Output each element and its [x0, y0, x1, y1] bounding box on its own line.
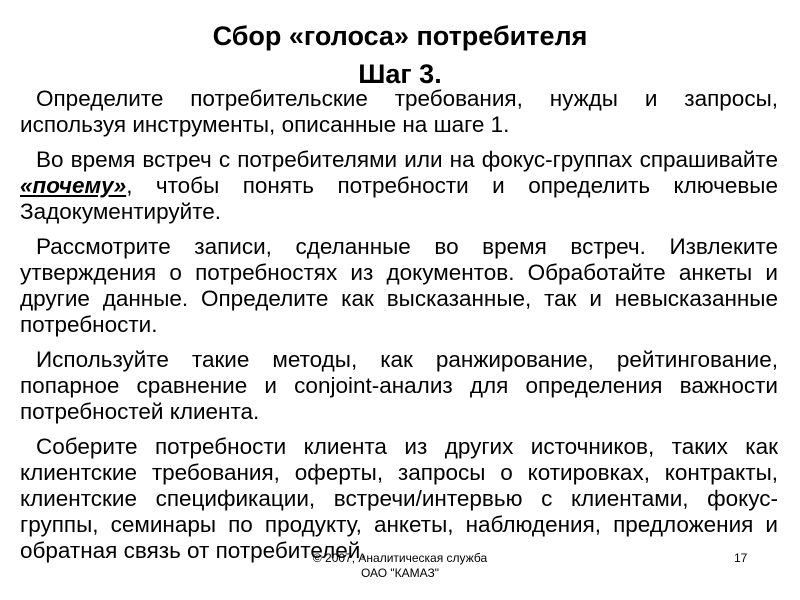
paragraph-ask-why [20, 147, 778, 225]
emphasis-why: «почему» [20, 173, 127, 198]
paragraph-use-methods: Используйте такие методы, как ранжирование, рейтингование, попарное сравнение и conjoint-анализ для определения важности потребностей клиента. [20, 347, 778, 424]
paragraph-ask-why-start: Во время встреч с потребителями или на фокус-группах спрашивайте [36, 147, 778, 172]
paragraph-define-requirements: Определите потребительские требования, нужды и запросы, используя инструменты, описанные на шаге 1. [20, 86, 778, 137]
page-number: 17 [734, 551, 748, 565]
paragraph-collect-needs: Соберите потребности клиента из других источников, таких как клиентские требования, оферты, запросы о котировках, контракты, клиентские спецификации, встречи/интервью с клиентами, фокус-группы, семинары по продукту, анкеты, наблюдения, предложения и обратная связь от потребителей. [20, 434, 778, 563]
paragraph-ask-why-end: , чтобы понять потребности и определить ключевые Задокументируйте. [20, 173, 778, 224]
slide-subtitle-step: Шаг 3. [358, 59, 442, 89]
footer-copyright-line2: ОАО "КАМАЗ" [360, 566, 440, 580]
slide-title: Сбор «голоса» потребителя [212, 21, 588, 51]
footer-copyright-line1: © 2007, Аналитическая служба [312, 551, 488, 565]
footer-copyright [270, 551, 530, 581]
paragraph-review-notes: Рассмотрите записи, сделанные во время встреч. Извлеките утверждения о потребностях из документов. Обработайте анкеты и другие данные. Определите как высказанные, так и невысказанные потребности. [20, 234, 778, 337]
slide-body [20, 86, 778, 573]
